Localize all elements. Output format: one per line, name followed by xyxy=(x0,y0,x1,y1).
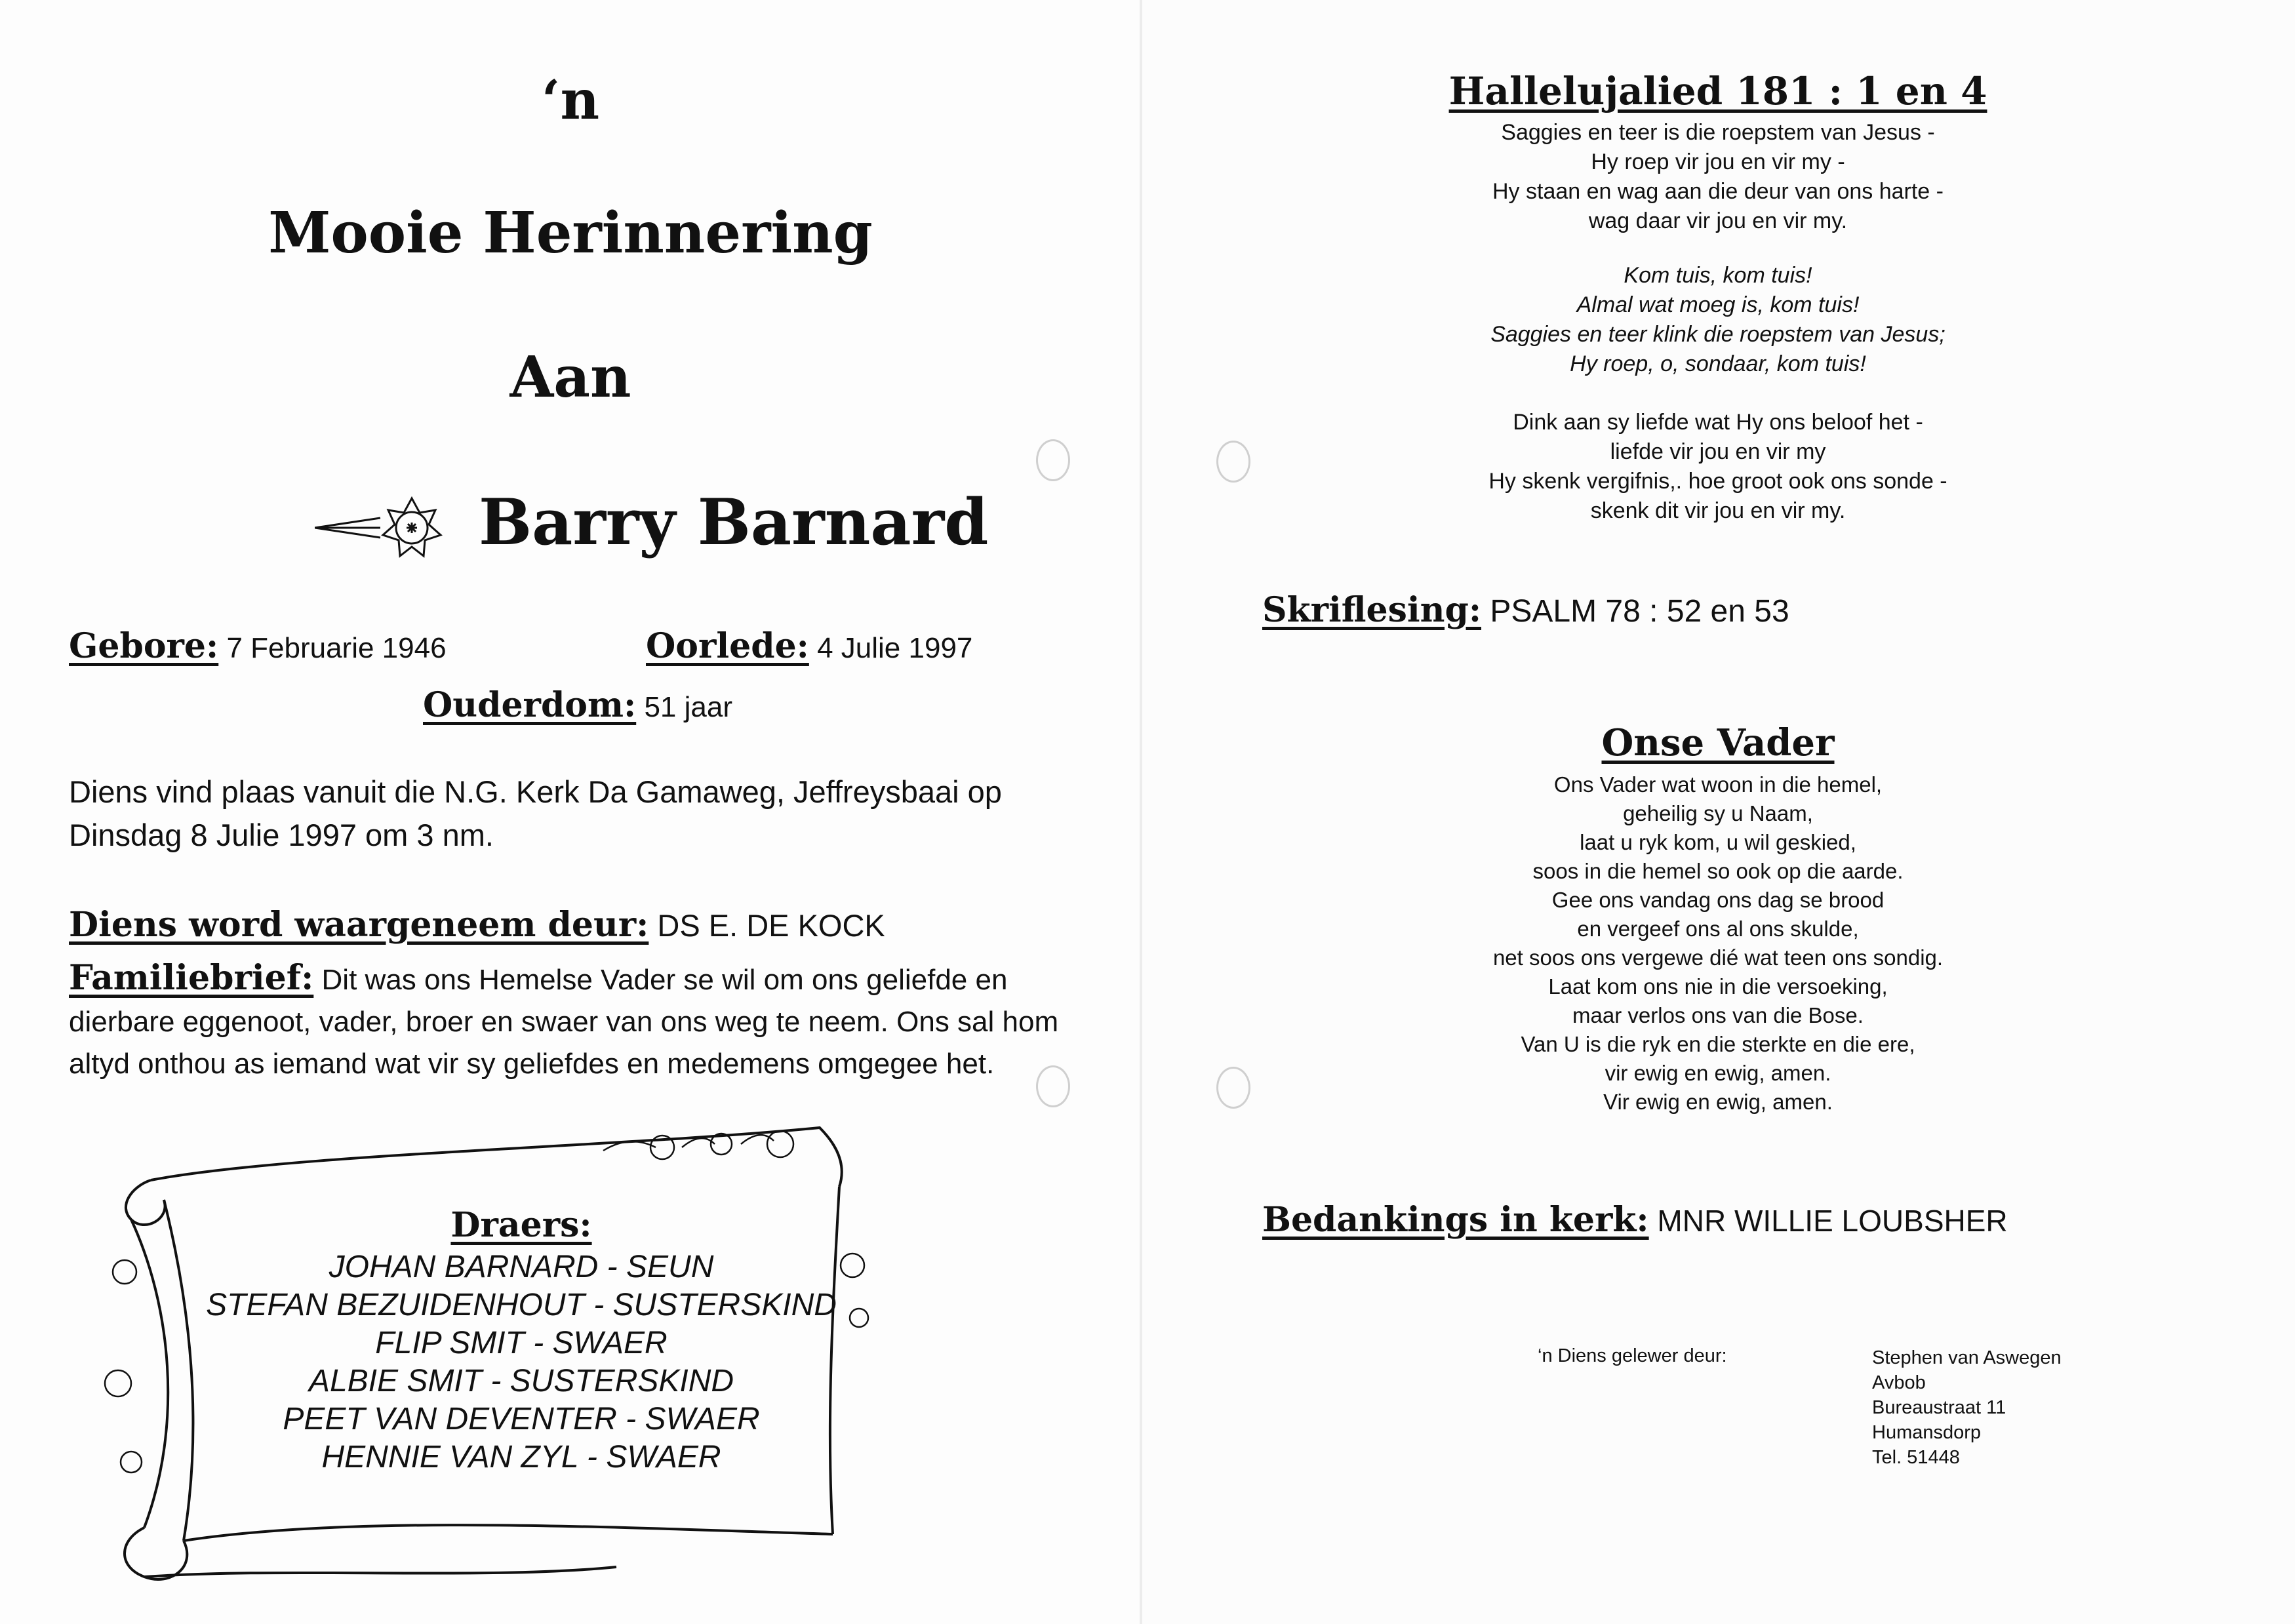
officiant-value: DS E. DE KOCK xyxy=(657,908,885,943)
death-value: 4 Julie 1997 xyxy=(817,632,973,664)
prayer-line: geheilig sy u Naam, xyxy=(1623,801,1813,825)
prayer-line: maar verlos ons van die Bose. xyxy=(1572,1003,1864,1027)
verse-line: Saggies en teer is die roepstem van Jesus - xyxy=(1501,120,1935,145)
address-line: Bureaustraat 11 xyxy=(1872,1397,2006,1418)
officiant-label: Diens word waargeneem deur: xyxy=(69,905,649,945)
prayer-line: Vir ewig en ewig, amen. xyxy=(1603,1090,1833,1114)
hymn-chorus xyxy=(1141,261,2295,379)
verse-line: skenk dit vir jou en vir my. xyxy=(1590,498,1846,523)
prayer-line: Gee ons vandag ons dag se brood xyxy=(1551,888,1885,912)
family-letter xyxy=(69,957,1092,1085)
family-letter-text: Dit was ons Hemelse Vader se wil om ons geliefde en dierbare eggenoot, vader, broer en swaer van ons weg te neem. Ons sal hom altyd onthou as iemand wat vir sy geliefdes en medemens omgegee het. xyxy=(69,964,1059,1080)
church-thanks xyxy=(1262,1200,2008,1240)
prayer-line: en vergeef ons al ons skulde, xyxy=(1577,917,1859,941)
bearers-section xyxy=(151,1206,892,1476)
address-line: Tel. 51448 xyxy=(1872,1447,1960,1468)
bearer-item: JOHAN BARNARD - SEUN xyxy=(329,1250,714,1284)
hymn-title: Hallelujalied 181 : 1 en 4 xyxy=(1448,69,1987,113)
thanks-value: MNR WILLIE LOUBSHER xyxy=(1657,1204,2008,1238)
name-row xyxy=(315,485,989,570)
service-by-label: ‘n Diens gelewer deur: xyxy=(1538,1345,1727,1366)
family-letter-label: Familiebrief: xyxy=(69,958,314,998)
chorus-line: Almal wat moeg is, kom tuis! xyxy=(1576,292,1860,317)
birth-value: 7 Februarie 1946 xyxy=(226,632,447,664)
chorus-line: Kom tuis, kom tuis! xyxy=(1624,263,1812,288)
address-line: Avbob xyxy=(1872,1372,1926,1393)
verse-line: Hy roep vir jou en vir my - xyxy=(1591,149,1845,174)
hymn-verse-1 xyxy=(1141,118,2295,236)
deceased-name: Barry Barnard xyxy=(479,485,989,559)
verse-line: Hy staan en wag aan die deur van ons harte - xyxy=(1492,179,1944,204)
punch-hole xyxy=(1036,439,1070,481)
prayer-line: soos in die hemel so ook op die aarde. xyxy=(1532,859,1904,883)
age-value: 51 jaar xyxy=(644,691,732,723)
bearer-item: ALBIE SMIT - SUSTERSKIND xyxy=(308,1364,734,1398)
death-date xyxy=(646,626,972,666)
star-emblem-icon xyxy=(315,485,446,570)
thanks-label: Bedankings in kerk: xyxy=(1262,1200,1649,1240)
reading-value: PSALM 78 : 52 en 53 xyxy=(1490,594,1789,629)
bearer-item: FLIP SMIT - SWAER xyxy=(375,1326,668,1360)
prayer-line: net soos ons vergewe dié wat teen ons sondig. xyxy=(1492,945,1944,970)
title-prefix: ‘n xyxy=(541,69,600,132)
chorus-line: Hy roep, o, sondaar, kom tuis! xyxy=(1570,351,1866,376)
prayer-line: vir ewig en ewig, amen. xyxy=(1605,1061,1831,1085)
memorial-subtitle: Aan xyxy=(509,344,631,410)
prayer-line: Laat kom ons nie in die versoeking, xyxy=(1548,974,1888,999)
bearer-item: HENNIE VAN ZYL - SWAER xyxy=(321,1440,721,1475)
death-label: Oorlede: xyxy=(646,626,809,666)
birth-date xyxy=(69,626,447,666)
bearer-item: PEET VAN DEVENTER - SWAER xyxy=(283,1402,760,1436)
verse-line: Hy skenk vergifnis,. hoe groot ook ons sonde - xyxy=(1488,469,1947,494)
address-line: Humansdorp xyxy=(1872,1422,1982,1443)
address-line: Stephen van Aswegen xyxy=(1872,1347,2062,1368)
service-info: Diens vind plaas vanuit die N.G. Kerk Da Gamaweg, Jeffreysbaai op Dinsdag 8 Julie 1997 om 3 nm. xyxy=(69,774,1002,852)
hymn-verse-2 xyxy=(1141,408,2295,526)
prayer-title: Onse Vader xyxy=(1601,721,1835,764)
lords-prayer xyxy=(1141,770,2295,1117)
reading-label: Skriflesing: xyxy=(1262,590,1482,630)
age-label: Ouderdom: xyxy=(423,685,637,725)
bearer-item: STEFAN BEZUIDENHOUT - SUSTERSKIND xyxy=(206,1288,837,1322)
memorial-title: Mooie Herinnering xyxy=(268,200,873,266)
birth-label: Gebore: xyxy=(69,626,219,666)
bearers-heading: Draers: xyxy=(450,1205,592,1245)
prayer-line: laat u ryk kom, u wil geskied, xyxy=(1580,830,1856,854)
undertaker-address xyxy=(1872,1345,2062,1470)
prayer-line: Van U is die ryk en die sterkte en die ere, xyxy=(1521,1032,1915,1056)
scripture-reading xyxy=(1262,590,1789,630)
verse-line: wag daar vir jou en vir my. xyxy=(1588,208,1848,233)
verse-line: liefde vir jou en vir my xyxy=(1610,439,1826,464)
prayer-line: Ons Vader wat woon in die hemel, xyxy=(1553,772,1883,797)
officiant xyxy=(69,905,885,945)
age xyxy=(423,685,732,725)
verse-line: Dink aan sy liefde wat Hy ons beloof het - xyxy=(1513,410,1923,435)
chorus-line: Saggies en teer klink die roepstem van Jesus; xyxy=(1490,322,1946,347)
